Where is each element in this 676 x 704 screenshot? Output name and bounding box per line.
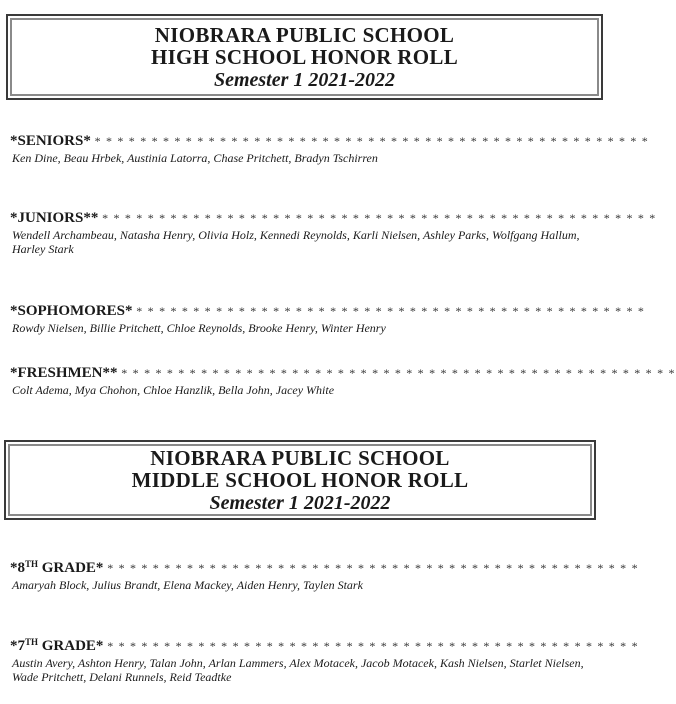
section-sophomores: [10, 303, 646, 335]
star-divider: * * * * * * * * * * * * * * * * * * * * * * * * * * * * * * * * * * * * * * * * * * * * *: [136, 304, 646, 318]
star-divider: * * * * * * * * * * * * * * * * * * * * * * * * * * * * * * * * * * * * * * * * * * * * * * *: [107, 639, 639, 653]
section-8th-grade: [10, 556, 639, 592]
section-seniors: [10, 133, 650, 165]
star-divider: * * * * * * * * * * * * * * * * * * * * * * * * * * * * * * * * * * * * * * * * * * * * * * * * *: [102, 211, 657, 225]
star-divider: * * * * * * * * * * * * * * * * * * * * * * * * * * * * * * * * * * * * * * * * * * * * * * *: [107, 561, 639, 575]
section-heading: [10, 303, 646, 320]
grade-word: GRADE*: [38, 560, 104, 576]
grade-word: GRADE*: [38, 638, 104, 654]
section-title: *SOPHOMORES*: [10, 303, 133, 319]
name-list: Amaryah Block, Julius Brandt, Elena Mackey, Aiden Henry, Taylen Stark: [12, 578, 363, 592]
high-school-header: [6, 14, 603, 100]
middle-school-header: [4, 440, 596, 520]
section-title: *FRESHMEN**: [10, 365, 118, 381]
section-freshmen: [10, 365, 676, 397]
school-name: NIOBRARA PUBLIC SCHOOL: [150, 446, 450, 470]
school-name: NIOBRARA PUBLIC SCHOOL: [154, 23, 455, 47]
name-list: Austin Avery, Ashton Henry, Talan John, Arlan Lammers, Alex Motacek, Jacob Motacek, Kash Nielsen, Starlet Nielsen, Wade Pritchett, Delani Runnels, Reid Teadtke: [12, 656, 584, 684]
section-heading: [10, 556, 639, 577]
ordinal-suffix: TH: [25, 637, 39, 647]
section-title: *SENIORS*: [10, 133, 91, 149]
section-title: [10, 638, 103, 654]
star-divider: * * * * * * * * * * * * * * * * * * * * * * * * * * * * * * * * * * * * * * * * * * * * * * * * *: [121, 366, 676, 380]
star-divider: * * * * * * * * * * * * * * * * * * * * * * * * * * * * * * * * * * * * * * * * * * * * * * * * *: [94, 134, 650, 148]
grade-number: *8: [10, 560, 25, 576]
section-heading: [10, 365, 676, 382]
section-heading: [10, 133, 650, 150]
section-heading: [10, 210, 657, 227]
section-juniors: [10, 210, 657, 256]
grade-number: *7: [10, 638, 25, 654]
section-7th-grade: [10, 634, 639, 684]
section-heading: [10, 634, 639, 655]
honor-roll-title: HIGH SCHOOL HONOR ROLL: [150, 45, 459, 69]
name-list: Wendell Archambeau, Natasha Henry, Olivia Holz, Kennedi Reynolds, Karli Nielsen, Ashley Parks, Wolfgang Hallum, Harley Stark: [12, 228, 580, 256]
semester-label: Semester 1 2021-2022: [209, 492, 391, 514]
section-title: *JUNIORS**: [10, 210, 99, 226]
section-title: [10, 560, 103, 576]
name-list: Ken Dine, Beau Hrbek, Austinia Latorra, Chase Pritchett, Bradyn Tschirren: [12, 151, 378, 165]
name-list: Rowdy Nielsen, Billie Pritchett, Chloe Reynolds, Brooke Henry, Winter Henry: [12, 321, 386, 335]
ordinal-suffix: TH: [25, 559, 39, 569]
name-list: Colt Adema, Mya Chohon, Chloe Hanzlik, Bella John, Jacey White: [12, 383, 335, 397]
honor-roll-title: MIDDLE SCHOOL HONOR ROLL: [131, 468, 469, 492]
semester-label: Semester 1 2021-2022: [213, 69, 396, 91]
